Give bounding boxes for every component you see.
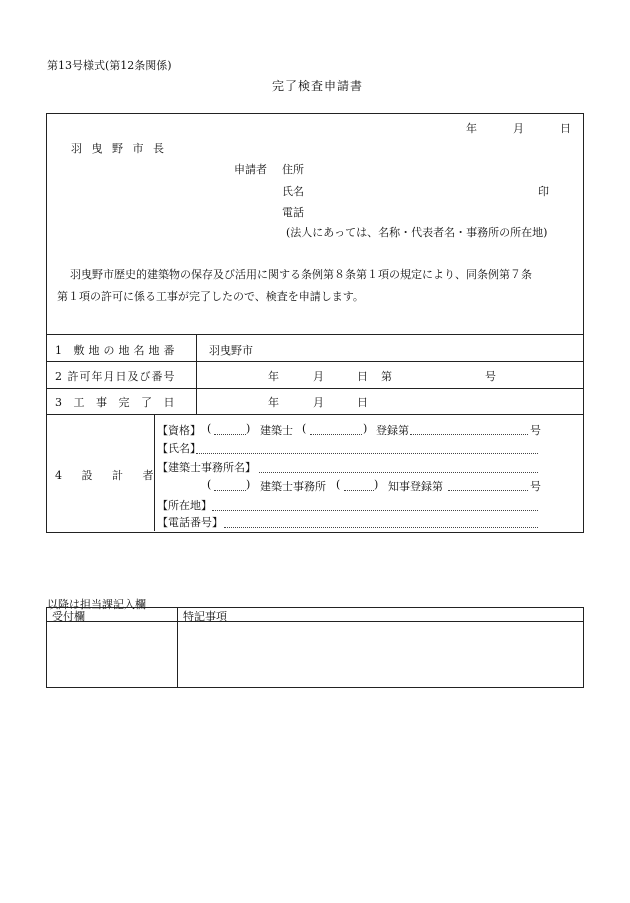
office-paren-close: ) (246, 478, 251, 491)
office-class-field[interactable] (214, 490, 246, 491)
date-day[interactable]: 日 (560, 122, 571, 135)
permit-label: 2 許可年月日及び番号 (55, 370, 176, 383)
row-divider (47, 361, 583, 362)
qual-paren-close: ) (246, 422, 251, 435)
reception-label: 受付欄 (52, 610, 85, 623)
applicant-label: 申請者 (234, 163, 267, 176)
site-label: 1 敷地の地名地番 (55, 344, 179, 357)
go-label: 号 (530, 424, 541, 437)
permit-day[interactable]: 日 (357, 370, 368, 383)
remarks-field[interactable] (179, 623, 581, 685)
addressee: 羽 曳 野 市 長 (71, 142, 167, 155)
toroku-paren-open: ( (302, 422, 307, 435)
form-number: 第13号様式(第12条関係) (47, 59, 172, 72)
qualification-field[interactable] (214, 434, 246, 435)
designer-name-label: 【氏名】 (157, 442, 201, 455)
go2-label: 号 (530, 480, 541, 493)
applicant-name-label: 氏名 (282, 185, 304, 198)
completion-month[interactable]: 月 (313, 396, 324, 409)
designer-address-label: 【所在地】 (157, 499, 212, 512)
statement-line-2: 第１項の許可に係る工事が完了したので、検査を申請します。 (57, 290, 364, 303)
applicant-note: (法人にあっては、名称・代表者名・事務所の所在地) (286, 226, 548, 239)
column-divider (196, 334, 197, 414)
statement-line-1: 羽曳野市歴史的建築物の保存及び活用に関する条例第８条第１項の規定により、同条例第７条 (70, 268, 532, 281)
chiji-paren-open: ( (336, 478, 341, 491)
prefecture-field[interactable] (344, 490, 374, 491)
applicant-address-label: 住所 (282, 163, 304, 176)
permit-month[interactable]: 月 (313, 370, 324, 383)
toroku-paren-close: ) (363, 422, 368, 435)
completion-year[interactable]: 年 (268, 396, 279, 409)
staff-section-heading: 以降は担当課記入欄 (47, 598, 146, 611)
office-registration-number-field[interactable] (448, 490, 528, 491)
chiji-paren-close: ) (374, 478, 379, 491)
designer-phone-label: 【電話番号】 (157, 516, 223, 529)
permit-year[interactable]: 年 (268, 370, 279, 383)
row-divider (47, 388, 583, 389)
row-divider (47, 334, 583, 335)
office-paren-open: ( (207, 478, 212, 491)
staff-header-divider (47, 621, 583, 622)
registration-authority-field[interactable] (310, 434, 362, 435)
reception-field[interactable] (48, 623, 176, 685)
designer-label: 4 設 計 者 (55, 469, 162, 482)
designer-address-field[interactable] (212, 510, 538, 511)
seal-mark: 印 (538, 185, 549, 198)
permit-dai: 第 (381, 370, 392, 383)
office-name-label: 【建築士事務所名】 (157, 461, 256, 474)
completion-day[interactable]: 日 (357, 396, 368, 409)
designer-name-field[interactable] (196, 453, 538, 454)
remarks-label: 特記事項 (183, 610, 227, 623)
qualification-label: 【資格】 (157, 424, 201, 437)
staff-column-divider (177, 608, 178, 687)
office-type-label: 建築士事務所 (260, 480, 326, 493)
toroku-label: 登録第 (376, 424, 409, 437)
page-title: 完了検査申請書 (272, 79, 364, 93)
completion-label: 3 工 事 完 了 日 (55, 396, 179, 409)
kenchikushi-label: 建築士 (260, 424, 293, 437)
qual-paren-open: ( (207, 422, 212, 435)
office-name-field[interactable] (259, 472, 538, 473)
applicant-phone-label: 電話 (282, 206, 304, 219)
permit-go[interactable]: 号 (485, 370, 496, 383)
designer-phone-field[interactable] (224, 527, 538, 528)
chiji-toroku-label: 知事登録第 (388, 480, 443, 493)
site-value[interactable]: 羽曳野市 (209, 344, 253, 357)
date-year[interactable]: 年 (466, 122, 477, 135)
registration-number-field[interactable] (410, 434, 528, 435)
date-month[interactable]: 月 (513, 122, 524, 135)
row-divider (47, 414, 583, 415)
